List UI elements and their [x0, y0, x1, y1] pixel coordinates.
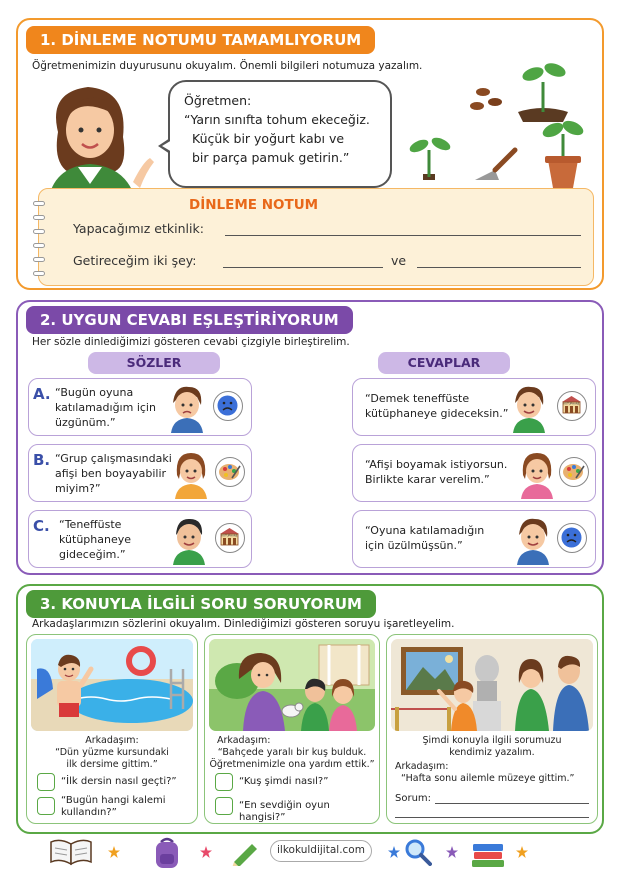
word-text-line: “Grup çalışmasındaki	[55, 452, 172, 465]
question-panel-bird	[204, 634, 380, 824]
bubble-line: bir parça pamuk getirin.”	[192, 150, 350, 165]
section2-instruction: Her sözle dinlediğimizi gösteren cevabi çizgiyle birleştirelim.	[32, 336, 350, 348]
section2-title: 2. UYGUN CEVABI EŞLEŞTİRİYORUM	[26, 306, 353, 334]
teacher-speech-bubble	[168, 80, 392, 188]
library-icon	[557, 391, 587, 421]
section-matching	[16, 300, 604, 575]
option-checkbox[interactable]	[37, 773, 55, 791]
word-text-line: “Bugün oyuna	[55, 386, 134, 399]
boy-avatar	[169, 515, 209, 565]
intro-line: kendimiz yazalım.	[449, 747, 535, 758]
option-checkbox[interactable]	[215, 797, 233, 815]
teacher-illustration	[28, 72, 168, 202]
word-text-line: miyim?”	[55, 482, 101, 495]
boy-sad-avatar	[167, 383, 207, 433]
girl-avatar	[171, 449, 211, 499]
star-icon	[108, 846, 120, 858]
word-letter: C.	[33, 517, 50, 535]
word-text-line: afişi ben boyayabilir	[55, 467, 167, 480]
word-letter: A.	[33, 385, 51, 403]
answer-card-2[interactable]	[352, 444, 596, 502]
word-card-a[interactable]	[28, 378, 252, 436]
library-icon	[215, 523, 245, 553]
sad-face-icon	[557, 523, 587, 553]
word-text-line: kütüphaneye	[59, 533, 131, 546]
and-word: ve	[391, 253, 407, 268]
magnifier-icon	[404, 838, 432, 866]
friend-quote-line: “Dün yüzme kursundaki	[55, 747, 169, 758]
my-question-line-1[interactable]	[435, 803, 589, 804]
answer-text-line: “Afişi boyamak istiyorsun.	[365, 458, 508, 471]
garden-bird-scene	[209, 639, 375, 731]
swimming-pool-scene	[31, 639, 193, 731]
star-icon	[388, 846, 400, 858]
section3-instruction: Arkadaşlarımızın sözlerini okuyalım. Dinlediğimizi gösteren soruyu işaretleyelim.	[32, 618, 455, 630]
word-letter: B.	[33, 451, 51, 469]
books-stack-icon	[470, 838, 506, 868]
option-text: “En sevdiğin oyun hangisi?”	[239, 800, 330, 823]
star-icon	[516, 846, 528, 858]
friend-quote-line: Öğretmenimizle ona yardım ettik.”	[209, 759, 375, 770]
section-questions	[16, 584, 604, 834]
answer-text-line: kütüphaneye gideceksin.”	[365, 407, 509, 420]
option-checkbox[interactable]	[215, 773, 233, 791]
friend-quote-line: “Hafta sonu ailemle müzeye gittim.”	[401, 773, 575, 784]
svg-text:KÜTÜPHANE: KÜTÜPHANE	[563, 402, 580, 406]
section3-title: 3. KONUYLA İLGİLİ SORU SORUYORUM	[26, 590, 376, 618]
option-text: kullandın?”	[61, 807, 117, 818]
svg-text:KÜTÜPHANE: KÜTÜPHANE	[221, 534, 238, 538]
item2-answer-line[interactable]	[417, 267, 581, 268]
pencil-icon	[230, 840, 260, 866]
answer-text-line: “Demek teneffüste	[365, 392, 470, 405]
answer-card-1[interactable]	[352, 378, 596, 436]
section1-instruction: Öğretmenimizin duyurusunu okuyalım. Önemli bilgileri notumuza yazalım.	[32, 60, 423, 72]
friend-label: Arkadaşım:	[395, 761, 449, 772]
words-column-header: SÖZLER	[88, 352, 220, 374]
option-text: “Bugün hangi kalemi	[61, 795, 166, 806]
answer-text-line: için üzülmüşsün.”	[365, 539, 463, 552]
girl-avatar	[517, 449, 557, 499]
option-text: “İlk dersin nasıl geçti?”	[61, 776, 177, 787]
word-text-line: gideceğim.”	[59, 548, 126, 561]
paint-palette-icon	[215, 457, 245, 487]
friend-quote-line: “Bahçede yaralı bir kuş bulduk.	[217, 747, 367, 758]
museum-family-scene	[391, 639, 593, 731]
word-card-b[interactable]	[28, 444, 252, 502]
boy-avatar	[513, 515, 553, 565]
answer-text-line: “Oyuna katılamadığın	[365, 524, 485, 537]
my-question-line-2[interactable]	[395, 817, 589, 818]
word-text-line: “Teneffüste	[59, 518, 122, 531]
my-question-label: Sorum:	[395, 793, 432, 804]
star-icon	[200, 846, 212, 858]
footer	[0, 836, 620, 880]
listening-note-card	[38, 188, 594, 286]
answer-text-line: Birlikte karar verelim.”	[365, 473, 490, 486]
item1-answer-line[interactable]	[223, 267, 383, 268]
seeds-plants-illustration	[403, 42, 593, 192]
activity-answer-line[interactable]	[225, 235, 581, 236]
answers-column-header: CEVAPLAR	[378, 352, 510, 374]
option-text: “Kuş şimdi nasıl?”	[239, 776, 329, 787]
paint-palette-icon	[559, 457, 589, 487]
bubble-speaker: Öğretmen:	[184, 93, 252, 108]
sad-face-icon	[213, 391, 243, 421]
bubble-line: “Yarın sınıfta tohum ekeceğiz.	[184, 112, 370, 127]
website-link[interactable]: ilkokuldijital.com	[270, 840, 372, 862]
answer-card-3[interactable]	[352, 510, 596, 568]
friend-quote-line: ilk dersime gittim.”	[66, 759, 158, 770]
activity-label: Yapacağımız etkinlik:	[73, 221, 204, 236]
boy-avatar	[509, 383, 549, 433]
bubble-line: Küçük bir yoğurt kabı ve	[192, 131, 345, 146]
question-panel-museum	[386, 634, 598, 824]
section1-title: 1. DİNLEME NOTUMU TAMAMLIYORUM	[26, 26, 375, 54]
backpack-icon	[150, 836, 184, 870]
word-text-line: katılamadığım için	[55, 401, 156, 414]
word-text-line: üzgünüm.”	[55, 416, 116, 429]
note-title: DİNLEME NOTUM	[189, 197, 319, 213]
friend-label: Arkadaşım:	[217, 735, 271, 746]
open-book-icon	[48, 836, 94, 866]
star-icon	[446, 846, 458, 858]
word-card-c[interactable]	[28, 510, 252, 568]
friend-label: Arkadaşım:	[85, 735, 139, 746]
section-listening-note	[16, 18, 604, 290]
option-checkbox[interactable]	[37, 797, 55, 815]
items-label: Getireceğim iki şey:	[73, 253, 197, 268]
intro-line: Şimdi konuyla ilgili sorumuzu	[422, 735, 562, 746]
question-panel-swimming	[26, 634, 198, 824]
